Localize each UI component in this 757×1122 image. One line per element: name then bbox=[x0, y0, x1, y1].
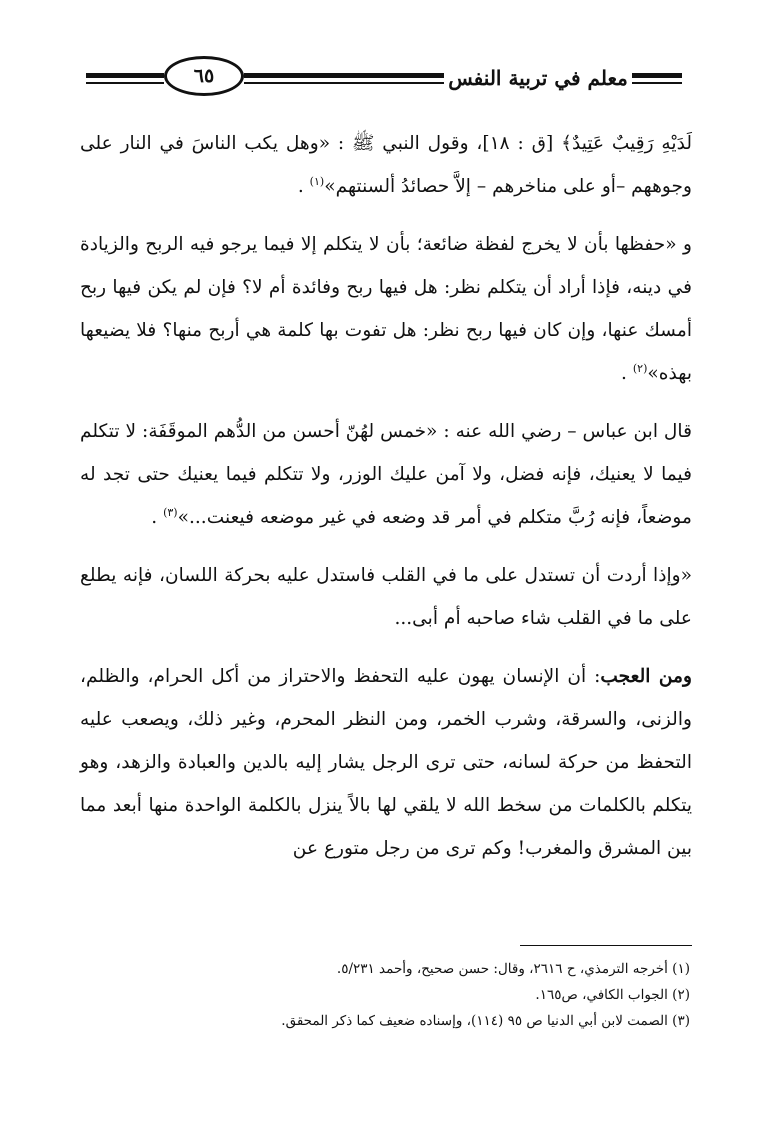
footnote: (٣) الصمت لابن أبي الدنيا ص ٩٥ (١١٤)، وإسناده ضعيف كما ذكر المحقق. bbox=[281, 1013, 690, 1029]
footnote: (٢) الجواب الكافي، ص١٦٥. bbox=[535, 987, 690, 1003]
footnotes bbox=[190, 956, 690, 1034]
paragraph-text: قال ابن عباس – رضي الله عنه : «خمس لهُنّ أحسن من الدُّهم الموقَفَة: لا تتكلم فيما لا يعنيك، فإنه فضل، ولا آمن عليك الوزر، ولا تتكلم فيما يعنيك حتى تجد له موضعاً، فإنه رُبَّ متكلم في أمر قد وضعه في غير موضعه فيعنت...» bbox=[80, 421, 692, 528]
footnote-ref: (٣) bbox=[163, 505, 178, 519]
paragraph-end: . bbox=[621, 363, 633, 384]
footnote-separator bbox=[520, 945, 692, 946]
footnote-ref: (١) bbox=[309, 174, 325, 188]
footnote-ref: (٢) bbox=[632, 361, 648, 375]
running-title: معلم في تربية النفس bbox=[448, 66, 628, 90]
paragraph bbox=[80, 655, 692, 870]
paragraph-text: لَدَيْهِ رَقِيبٌ عَتِيدٌ﴾ [ق : ١٨]، وقول النبي ﷺ : «وهل يكب الناسَ في النار على وجوههم –أو على مناخرهم – إلاَّ حصائدُ ألسنتهم» bbox=[80, 133, 692, 197]
header-rule bbox=[632, 82, 682, 84]
footnote: (١) أخرجه الترمذي، ح ٢٦١٦، وقال: حسن صحيح، وأحمد ٥/٢٣١. bbox=[336, 961, 690, 977]
page-number: ٦٥ bbox=[164, 56, 244, 96]
paragraph-text: و «حفظها بأن لا يخرج لفظة ضائعة؛ بأن لا يتكلم إلا فيما يرجو فيه الربح والزيادة في دينه، فإذا أراد أن يتكلم نظر: هل فيها ربح وفائدة أم لا؟ فإن لم يكن فيها ربح أمسك عنها، وإن كان فيها ربح نظر: هل تفوت بها كلمة هي أربح منها؟ فلا يضيعها بهذه» bbox=[80, 234, 692, 384]
header-rule bbox=[86, 73, 164, 78]
paragraph-text: : أن الإنسان يهون عليه التحفظ والاحتراز من أكل الحرام، والظلم، والزنى، والسرقة، وشرب الخمر، ومن النظر المحرم، وغير ذلك، ويصعب عليه التحفظ من حركة لسانه، حتى ترى الرجل يشار إليه بالدين والعبادة والزهد، وهو يتكلم بالكلمات من سخط الله لا يلقي لها بالاً ينزل بالكلمة الواحدة منها أبعد مما بين المشرق والمغرب! وكم ترى من رجل متورع عن bbox=[80, 666, 692, 859]
paragraph-lead: ومن العجب bbox=[600, 666, 692, 687]
header-rule bbox=[244, 82, 444, 84]
page-header bbox=[0, 0, 757, 110]
paragraph bbox=[80, 223, 692, 395]
header-rule bbox=[632, 73, 682, 78]
paragraph bbox=[80, 122, 692, 208]
paragraph-end: . bbox=[297, 176, 310, 197]
header-rule bbox=[244, 73, 444, 78]
body-text bbox=[80, 122, 692, 885]
paragraph-text: «وإذا أردت أن تستدل على ما في القلب فاستدل عليه بحركة اللسان، فإنه يطلع على ما في القلب شاء صاحبه أم أبى... bbox=[80, 565, 692, 629]
paragraph bbox=[80, 410, 692, 539]
paragraph bbox=[80, 554, 692, 640]
paragraph-end: . bbox=[151, 507, 164, 528]
header-rule bbox=[86, 82, 164, 84]
